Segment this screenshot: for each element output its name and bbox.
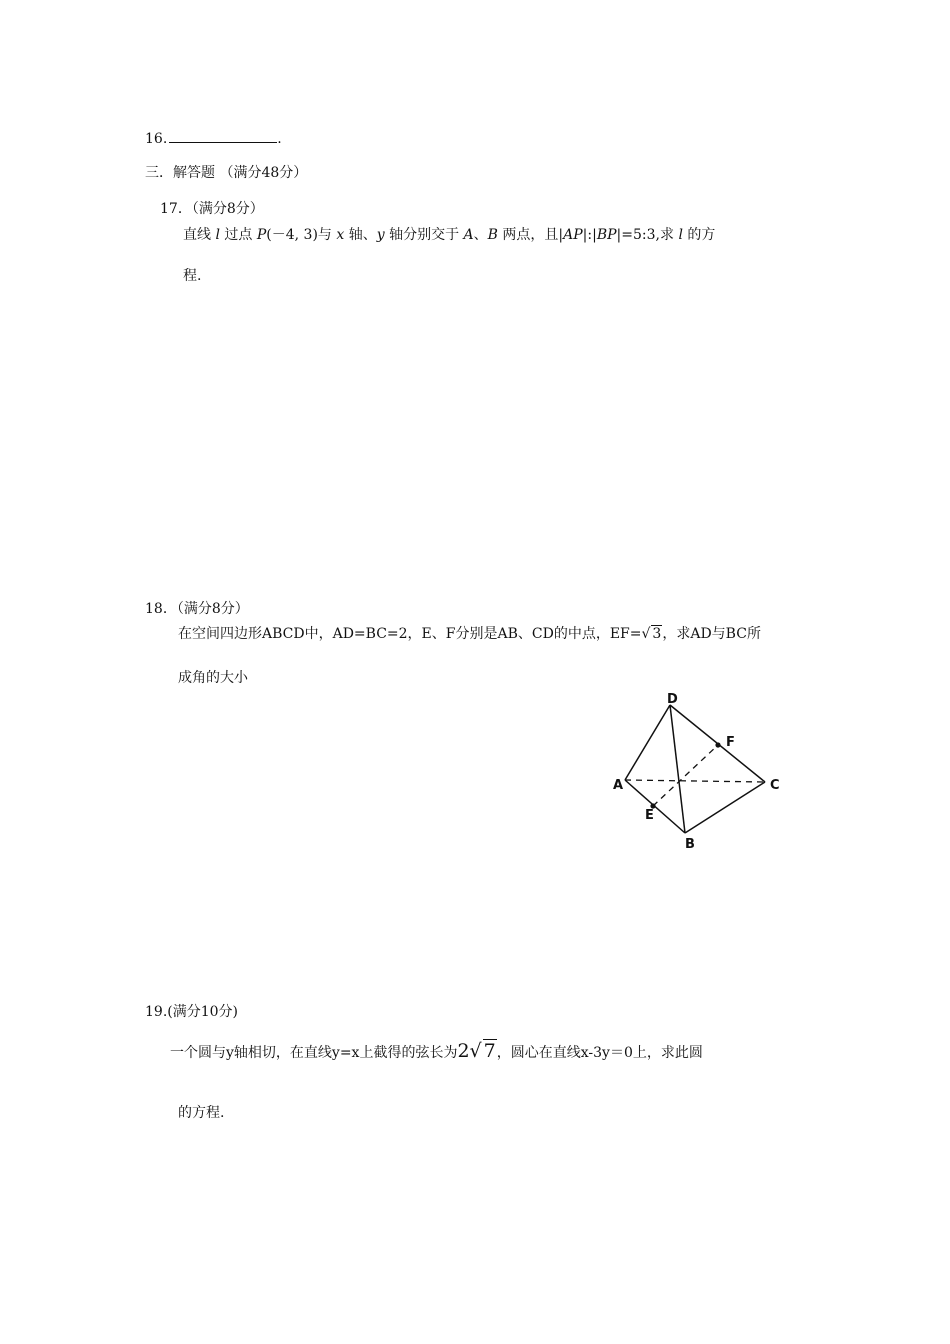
q17-variable: P — [256, 227, 267, 243]
q18-statement-line2: 成角的大小 — [178, 670, 248, 686]
q17-variable: A — [463, 227, 474, 243]
q17-text-segment: 、 — [473, 227, 488, 243]
q19-chord-length — [457, 1040, 496, 1062]
q17-variable: l — [678, 227, 683, 243]
point-f-dot — [715, 742, 720, 747]
label-a: A — [613, 778, 624, 793]
edge-ac-hidden — [625, 780, 765, 782]
q18-sqrt: √ 3 — [641, 626, 662, 642]
label-d: D — [667, 692, 678, 707]
q17-text-segment: (－4, 3)与 — [266, 227, 337, 243]
q17-variable: BP — [596, 227, 617, 243]
q17-variable: AP — [563, 227, 583, 243]
q17-text-segment: 轴分别交于 — [384, 227, 464, 243]
q17-variable: x — [336, 227, 345, 243]
q16-number: 16. — [145, 131, 168, 147]
q18-statement-line1 — [178, 624, 761, 644]
q16-period: . — [277, 131, 282, 147]
label-b: B — [685, 837, 695, 852]
q18-sqrt-radicand: 3 — [652, 626, 662, 642]
label-f: F — [726, 735, 735, 750]
edge-bc — [685, 782, 765, 833]
q17-text-segment: |:| — [582, 227, 597, 243]
q17-text-segment: 轴、 — [344, 227, 377, 243]
q18-text-before: 在空间四边形ABCD中，AD=BC=2，E、F分别是AB、CD的中点，EF= — [178, 626, 642, 642]
q16-answer-blank[interactable] — [169, 128, 277, 143]
edge-db — [670, 705, 685, 833]
q19-header: 19.(满分10分) — [145, 1004, 239, 1020]
q17-text-segment: 过点 — [219, 227, 257, 243]
q19-chord-coefficient: 2 — [457, 1040, 470, 1062]
q19-statement-line2: 的方程. — [178, 1105, 225, 1121]
q17-variable: l — [215, 227, 220, 243]
q17-variable: y — [376, 227, 385, 243]
q18-text-after: ，求AD与BC所 — [662, 626, 761, 642]
q17-text-segment: |=5:3,求 — [616, 227, 679, 243]
label-e: E — [645, 808, 654, 823]
q19-sqrt-radicand: 7 — [483, 1040, 496, 1062]
q17-variable: B — [487, 227, 498, 243]
q19-text-after: ，圆心在直线x-3y＝0上，求此圆 — [496, 1045, 703, 1061]
q17-statement-line2: 程. — [183, 268, 202, 284]
q16-line — [145, 128, 282, 149]
q19-text-before: 一个圆与y轴相切，在直线y=x上截得的弦长为 — [170, 1045, 458, 1061]
q18-header: 18．（满分8分） — [145, 601, 249, 617]
q17-header: 17．（满分8分） — [160, 201, 264, 217]
section3-title: 三．解答题 （满分48分） — [145, 165, 308, 181]
q17-text-segment: 的方 — [682, 227, 716, 243]
q17-statement-line1 — [183, 225, 715, 245]
segment-ef — [653, 745, 718, 806]
q19-sqrt: √ 7 — [469, 1040, 496, 1062]
q17-text-segment: 两点，且| — [497, 227, 564, 243]
label-c: C — [770, 778, 780, 793]
q18-tetrahedron-figure — [605, 690, 795, 855]
edge-ad — [625, 705, 670, 780]
q17-text-segment: 直线 — [183, 227, 216, 243]
q19-statement-line1 — [170, 1041, 703, 1063]
